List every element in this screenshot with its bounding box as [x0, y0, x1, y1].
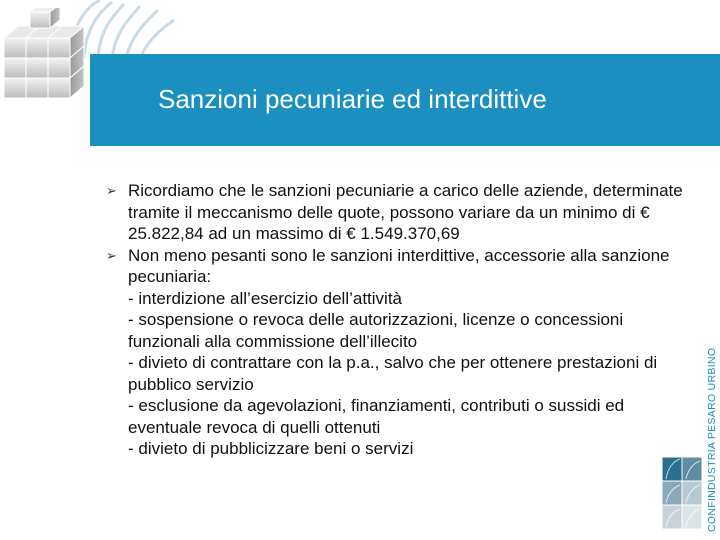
brand-vertical-text — [706, 347, 720, 532]
bullet-item — [106, 245, 686, 288]
sub-item: - esclusione da agevolazioni, finanziamenti, contributi o sussidi ed eventuale revoca di quelli ottenuti — [128, 396, 625, 437]
bullet-text: Ricordiamo che le sanzioni pecuniarie a carico delle aziende, determinate tramite il meccanismo delle quote, possono variare da un minimo di € 25.822,84 ad un massimo di € 1.549.370,69 — [128, 181, 683, 243]
slide-title: Sanzioni pecuniarie ed interdittive — [158, 84, 547, 114]
sub-item: - divieto di contrattare con la p.a., salvo che per ottenere prestazioni di pubblico servizio — [128, 353, 658, 394]
logo-squares-graphic — [660, 455, 704, 531]
bullet-item — [106, 180, 686, 245]
sub-item: - divieto di pubblicizzare beni o servizi — [128, 439, 414, 458]
sub-item: - interdizione all’esercizio dell’attività — [128, 288, 403, 308]
brand-text: CONFINDUSTRIA PESARO URBINO — [706, 347, 718, 532]
bullet-text: Non meno pesanti sono le sanzioni interdittive, accessorie alla sanzione pecuniaria: — [128, 245, 670, 286]
slide-body — [106, 180, 686, 460]
arrow-bullet-icon: ➢ — [106, 183, 117, 198]
cubes-graphic — [0, 8, 100, 108]
arrow-bullet-icon: ➢ — [106, 247, 117, 263]
sub-item: - sospensione o revoca delle autorizzazioni, licenze o concessioni funzionali alla commissione dell’illecito — [128, 310, 624, 351]
